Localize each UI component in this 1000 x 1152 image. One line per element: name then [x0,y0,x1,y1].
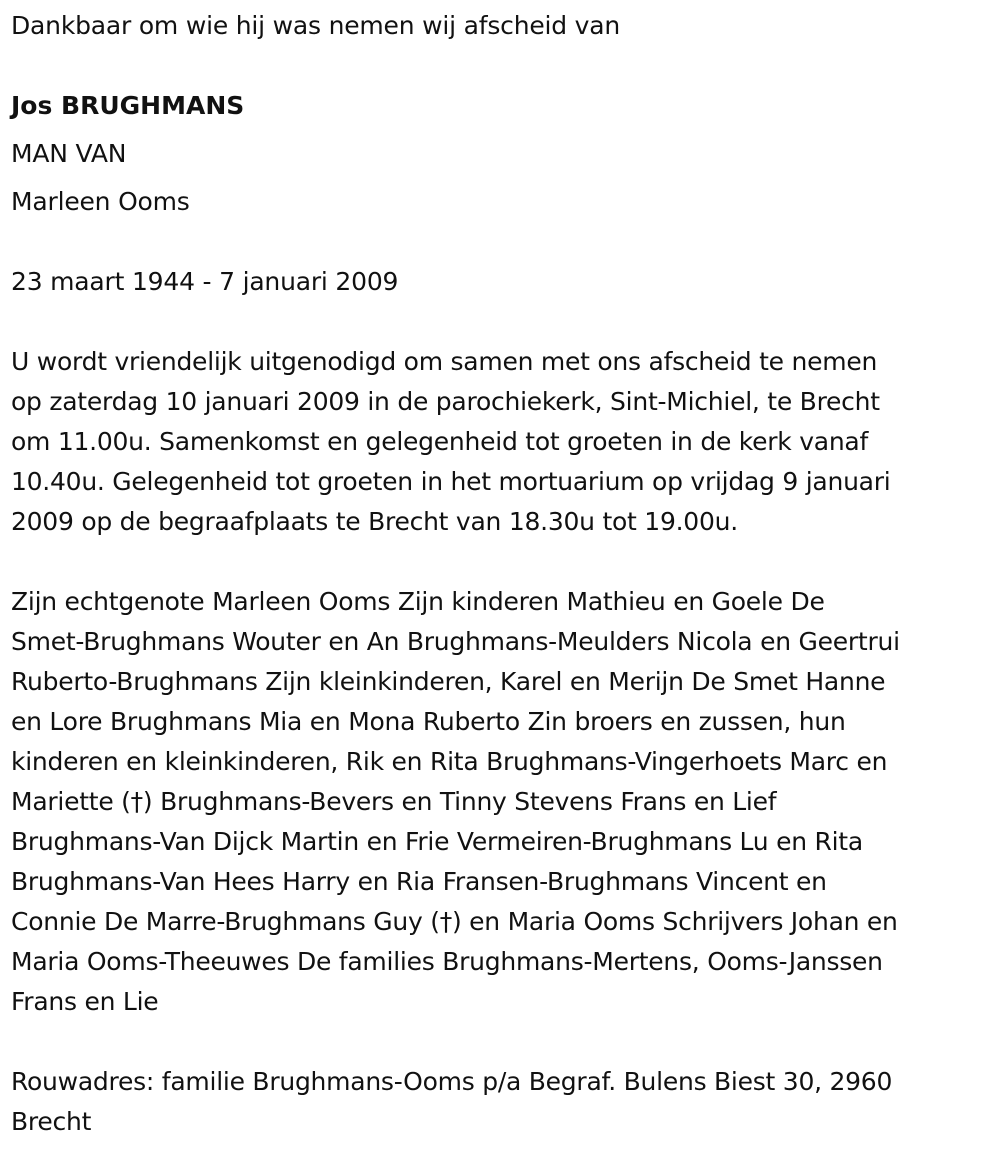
invitation-line: 2009 op de begraafplaats te Brecht van 18.30u tot 19.00u. [11,507,738,536]
family-line: Mariette (†) Brughmans-Bevers en Tinny Stevens Frans en Lief [11,787,777,816]
deceased-name: Jos BRUGHMANS [11,91,245,120]
invitation-paragraph [11,342,996,542]
address-paragraph [11,1062,996,1142]
address-line: Brecht [11,1107,92,1136]
address-line: Rouwadres: familie Brughmans-Ooms p/a Begraf. Bulens Biest 30, 2960 [11,1067,893,1096]
obituary-document [11,6,996,1142]
family-line: en Lore Brughmans Mia en Mona Ruberto Zin broers en zussen, hun [11,707,846,736]
family-line: Zijn echtgenote Marleen Ooms Zijn kinderen Mathieu en Goele De [11,587,825,616]
family-line: Frans en Lie [11,987,159,1016]
intro-text: Dankbaar om wie hij was nemen wij afscheid van [11,11,621,40]
family-line: Smet-Brughmans Wouter en An Brughmans-Meulders Nicola en Geertrui [11,627,900,656]
relation-label: MAN VAN [11,139,127,168]
invitation-line: U wordt vriendelijk uitgenodigd om samen met ons afscheid te nemen [11,347,878,376]
spouse-name: Marleen Ooms [11,187,190,216]
family-line: Connie De Marre-Brughmans Guy (†) en Maria Ooms Schrijvers Johan en [11,907,898,936]
family-line: kinderen en kleinkinderen, Rik en Rita Brughmans-Vingerhoets Marc en [11,747,888,776]
family-line: Brughmans-Van Dijck Martin en Frie Vermeiren-Brughmans Lu en Rita [11,827,863,856]
invitation-line: 10.40u. Gelegenheid tot groeten in het mortuarium op vrijdag 9 januari [11,467,891,496]
family-line: Ruberto-Brughmans Zijn kleinkinderen, Karel en Merijn De Smet Hanne [11,667,886,696]
invitation-line: op zaterdag 10 januari 2009 in de parochiekerk, Sint-Michiel, te Brecht [11,387,880,416]
invitation-line: om 11.00u. Samenkomst en gelegenheid tot groeten in de kerk vanaf [11,427,869,456]
life-dates: 23 maart 1944 - 7 januari 2009 [11,267,399,296]
family-line: Maria Ooms-Theeuwes De families Brughmans-Mertens, Ooms-Janssen [11,947,883,976]
family-paragraph [11,582,996,1022]
family-line: Brughmans-Van Hees Harry en Ria Fransen-Brughmans Vincent en [11,867,827,896]
